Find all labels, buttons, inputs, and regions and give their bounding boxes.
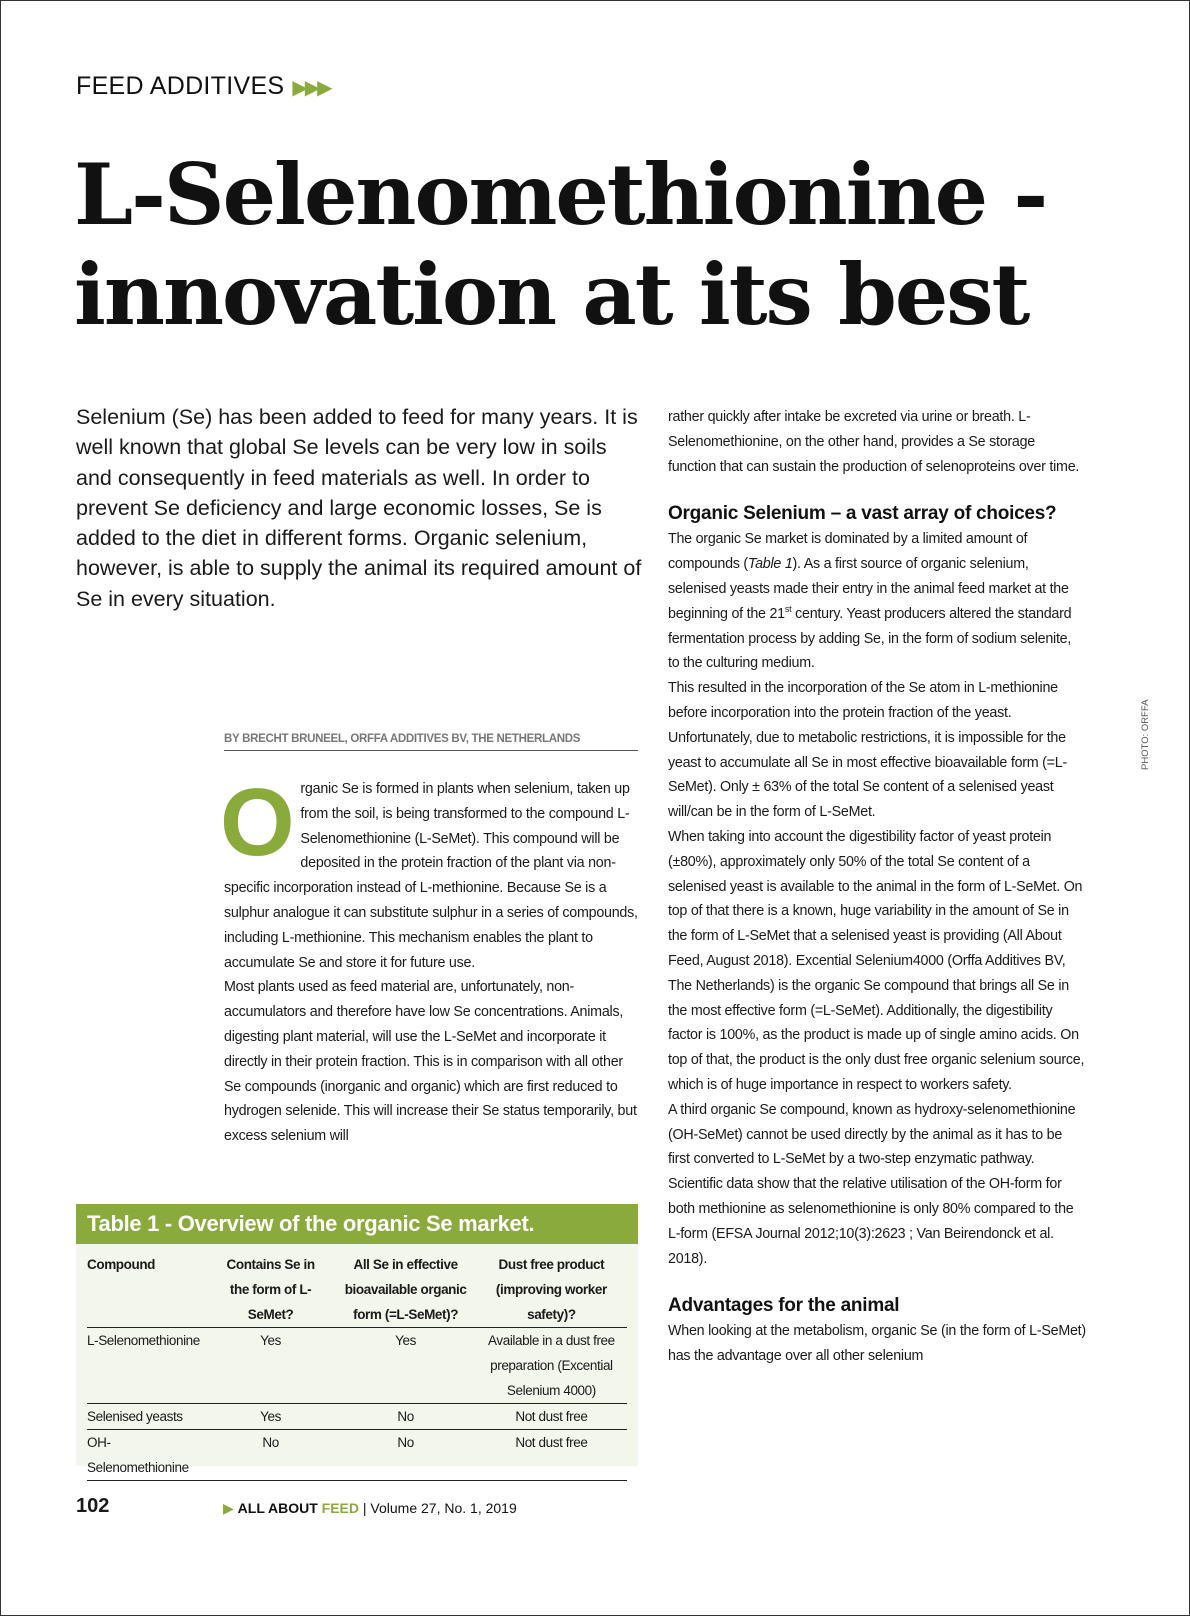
body-paragraph: A third organic Se compound, known as hydroxy-selenomethionine (OH-SeMet) cannot be used directly by the animal as it has to be first converted to L-SeMet by a two-step enzymatic pathway. Scientific data show that the relative utilisation of the OH-form for both methionine as selenomethionine is only 80% compared to the L-form (EFSA Journal 2012;10(3):2623 ; Van Beirendonck et al. 2018). xyxy=(668,1101,1076,1267)
cell: No xyxy=(335,1430,475,1481)
brand-name: ALL ABOUT xyxy=(237,1500,322,1516)
drop-cap: O xyxy=(220,769,295,876)
body-text: The organic Se market is dominated by a limited amount of compounds ( xyxy=(668,531,1028,573)
cell: Yes xyxy=(335,1328,475,1404)
photo-credit: PHOTO: ORFFA xyxy=(1140,699,1151,770)
subheading: Organic Selenium – a vast array of choices? xyxy=(668,503,1057,525)
column-header: Contains Se in the form of L-SeMet? xyxy=(206,1252,336,1328)
cell: No xyxy=(335,1404,475,1430)
issue-info: | Volume 27, No. 1, 2019 xyxy=(359,1500,517,1516)
left-column xyxy=(220,769,638,1149)
body-paragraph: rather quickly after intake be excreted via urine or breath. L-Selenomethionine, on the other hand, provides a Se storage function that can sustain the production of selenoproteins over time. xyxy=(668,409,1080,475)
cell: Available in a dust free preparation (Excential Selenium 4000) xyxy=(476,1328,627,1404)
section-name: FEED ADDITIVES xyxy=(76,72,285,100)
intro-paragraph: Selenium (Se) has been added to feed for many years. It is well known that global Se levels can be very low in soils and consequently in feed materials as well. In order to prevent Se deficiency and large economic losses, Se is added to the diet in different forms. Organic selenium, however, is able to supply the animal its required amount of Se in every situation. xyxy=(76,405,642,611)
triple-arrow-icon: ▶▶▶ xyxy=(292,77,330,99)
table-row xyxy=(87,1404,627,1430)
byline: BY BRECHT BRUNEEL, ORFFA ADDITIVES BV, THE NETHERLANDS xyxy=(224,733,638,751)
body-paragraph: Most plants used as feed material are, unfortunately, non-accumulators and therefore have low Se concentrations. Animals, digesting plant material, will use the L-SeMet and incorporate it directly in their protein fraction. This is in comparison with all other Se compounds (inorganic and organic) which are first reduced to hydrogen selenide. This will increase their Se status temporarily, but excess selenium will xyxy=(224,979,637,1145)
body-text: rganic Se is formed in plants when selenium, taken up from the soil, is being transformed to the compound L-Selenomethionine (L-SeMet). This compound will be deposited in the protein fraction of the plant via non-specific incorporation instead of L-methionine. Because Se is a sulphur analogue it can substitute sulphur in a series of compounds, including L-methionine. This mechanism enables the plant to accumulate Se and store it for future use. xyxy=(224,781,638,971)
cell: No xyxy=(206,1430,336,1481)
article-title: L-Selenomethionine - innovation at its best xyxy=(74,145,1047,344)
cell: OH-Selenomethionine xyxy=(87,1430,206,1481)
table-reference: Table 1 xyxy=(747,556,793,573)
body-text: century. Yeast producers altered the standard fermentation process by adding Se, in the form of sodium selenite, to the culturing medium. xyxy=(668,605,1072,672)
cell: Not dust free xyxy=(476,1404,627,1430)
table-row xyxy=(87,1430,627,1481)
table-row xyxy=(87,1328,627,1404)
cell: Yes xyxy=(206,1328,336,1404)
arrow-icon: ▶ xyxy=(223,1500,234,1516)
section-label xyxy=(76,72,330,101)
body-paragraph xyxy=(668,527,1086,676)
body-paragraph: This resulted in the incorporation of the Se atom in L-methionine before incorporation into the protein fraction of the yeast. Unfortunately, due to metabolic restrictions, it is impossible for the yeast to accumulate all Se in most effective bioavailable form (=L-SeMet). Only ± 63% of the total Se content of a selenised yeast will/can be in the form of L-SeMet. xyxy=(668,680,1067,821)
subheading: Advantages for the animal xyxy=(668,1295,900,1317)
magazine-info xyxy=(223,1500,517,1517)
column-header: Dust free product (improving worker safety)? xyxy=(476,1252,627,1328)
cell: Yes xyxy=(206,1404,336,1430)
body-paragraph: When taking into account the digestibility factor of yeast protein (±80%), approximately only 50% of the total Se content of a selenised yeast is available to the animal in the form of L-SeMet. On top of that there is a known, huge variability in the amount of Se in the form of L-SeMet that a selenised yeast is providing (All About Feed, August 2018). Excential Selenium4000 (Orffa Additives BV, The Netherlands) is the organic Se compound that brings all Se in the most effective form (=L-SeMet). Additionally, the digestibility factor is 100%, as the product is made up of single amino acids. On top of that, the product is the only dust free organic selenium source, which is of huge importance in respect to workers safety. xyxy=(668,828,1085,1093)
cell: L-Selenomethionine xyxy=(87,1328,206,1404)
column-header: Compound xyxy=(87,1252,206,1328)
page-number: 102 xyxy=(76,1495,110,1517)
right-column xyxy=(668,405,1086,1369)
table-header-row xyxy=(87,1252,627,1328)
table-overview xyxy=(76,1204,638,1475)
column-header: All Se in effective bioavailable organic form (=L-SeMet)? xyxy=(335,1252,475,1328)
cell: Not dust free xyxy=(476,1430,627,1481)
superscript: st xyxy=(784,604,792,615)
table-title: Table 1 - Overview of the organic Se market. xyxy=(76,1204,638,1244)
se-market-table xyxy=(87,1252,627,1481)
cell: Selenised yeasts xyxy=(87,1404,206,1430)
body-paragraph xyxy=(220,769,638,975)
brand-name-accent: FEED xyxy=(321,1500,360,1516)
body-text: ). As a first source of organic selenium, selenised yeasts made their entry in the animal feed market at the beginning of the 21 xyxy=(668,556,1069,622)
body-paragraph: When looking at the metabolism, organic Se (in the form of L-SeMet) has the advantage over all other selenium xyxy=(668,1323,1086,1365)
